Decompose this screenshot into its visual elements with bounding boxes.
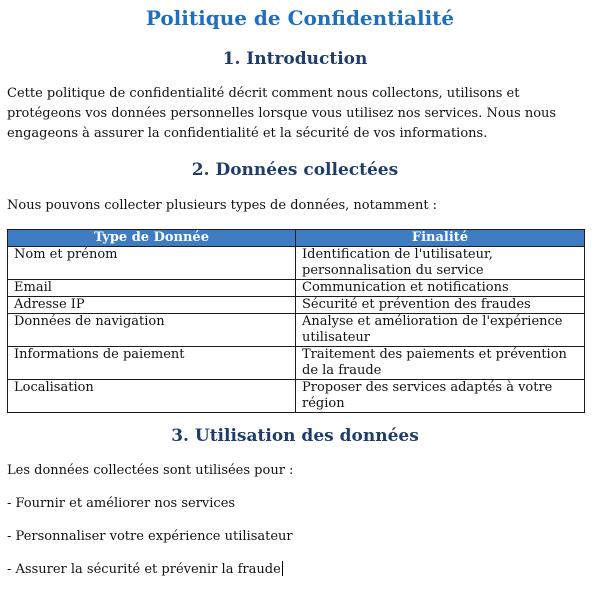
table-row [8, 380, 585, 413]
data-usage-intro: Les données collectées sont utilisées pour : [7, 463, 294, 478]
section-heading-introduction: 1. Introduction [222, 49, 368, 69]
table-cell-purpose: Sécurité et prévention des fraudes [296, 297, 585, 314]
section-heading-data-usage: 3. Utilisation des données [171, 426, 419, 446]
table-row [8, 247, 585, 280]
document-title: Politique de Confidentialité [145, 6, 455, 30]
table-cell-type: Nom et prénom [8, 247, 296, 280]
list-item: - Personnaliser votre expérience utilisateur [7, 529, 293, 544]
table-cell-purpose: Traitement des paiements et prévention de la fraude [296, 347, 585, 380]
list-item: - Fournir et améliorer nos services [7, 496, 236, 511]
table-cell-purpose: Communication et notifications [296, 280, 585, 297]
table-cell-purpose: Proposer des services adaptés à votre région [296, 380, 585, 413]
table-cell-type: Localisation [8, 380, 296, 413]
table-header-type: Type de Donnée [8, 230, 296, 247]
data-collected-intro: Nous pouvons collecter plusieurs types de données, notamment : [7, 198, 438, 213]
text-cursor [282, 561, 283, 576]
data-types-table [7, 229, 585, 413]
table-header-row [8, 230, 585, 247]
table-cell-type: Données de navigation [8, 314, 296, 347]
introduction-paragraph: Cette politique de confidentialité décrit comment nous collectons, utilisons et protégeons vos données personnelles lorsque vous utilisez nos services. Nous nous engageons à assurer la confidentialité et la sécurité de vos informations. [7, 86, 557, 141]
table-row [8, 280, 585, 297]
table-header-purpose: Finalité [296, 230, 585, 247]
table-cell-type: Adresse IP [8, 297, 296, 314]
list-item-last [7, 560, 592, 580]
table-row [8, 314, 585, 347]
list-item-text: - Assurer la sécurité et prévenir la fraude [7, 562, 281, 577]
table-cell-type: Email [8, 280, 296, 297]
table-cell-type: Informations de paiement [8, 347, 296, 380]
table-cell-purpose: Analyse et amélioration de l'expérience utilisateur [296, 314, 585, 347]
section-heading-data-collected: 2. Données collectées [191, 160, 399, 180]
table-row [8, 297, 585, 314]
table-row [8, 347, 585, 380]
table-cell-purpose: Identification de l'utilisateur, personnalisation du service [296, 247, 585, 280]
